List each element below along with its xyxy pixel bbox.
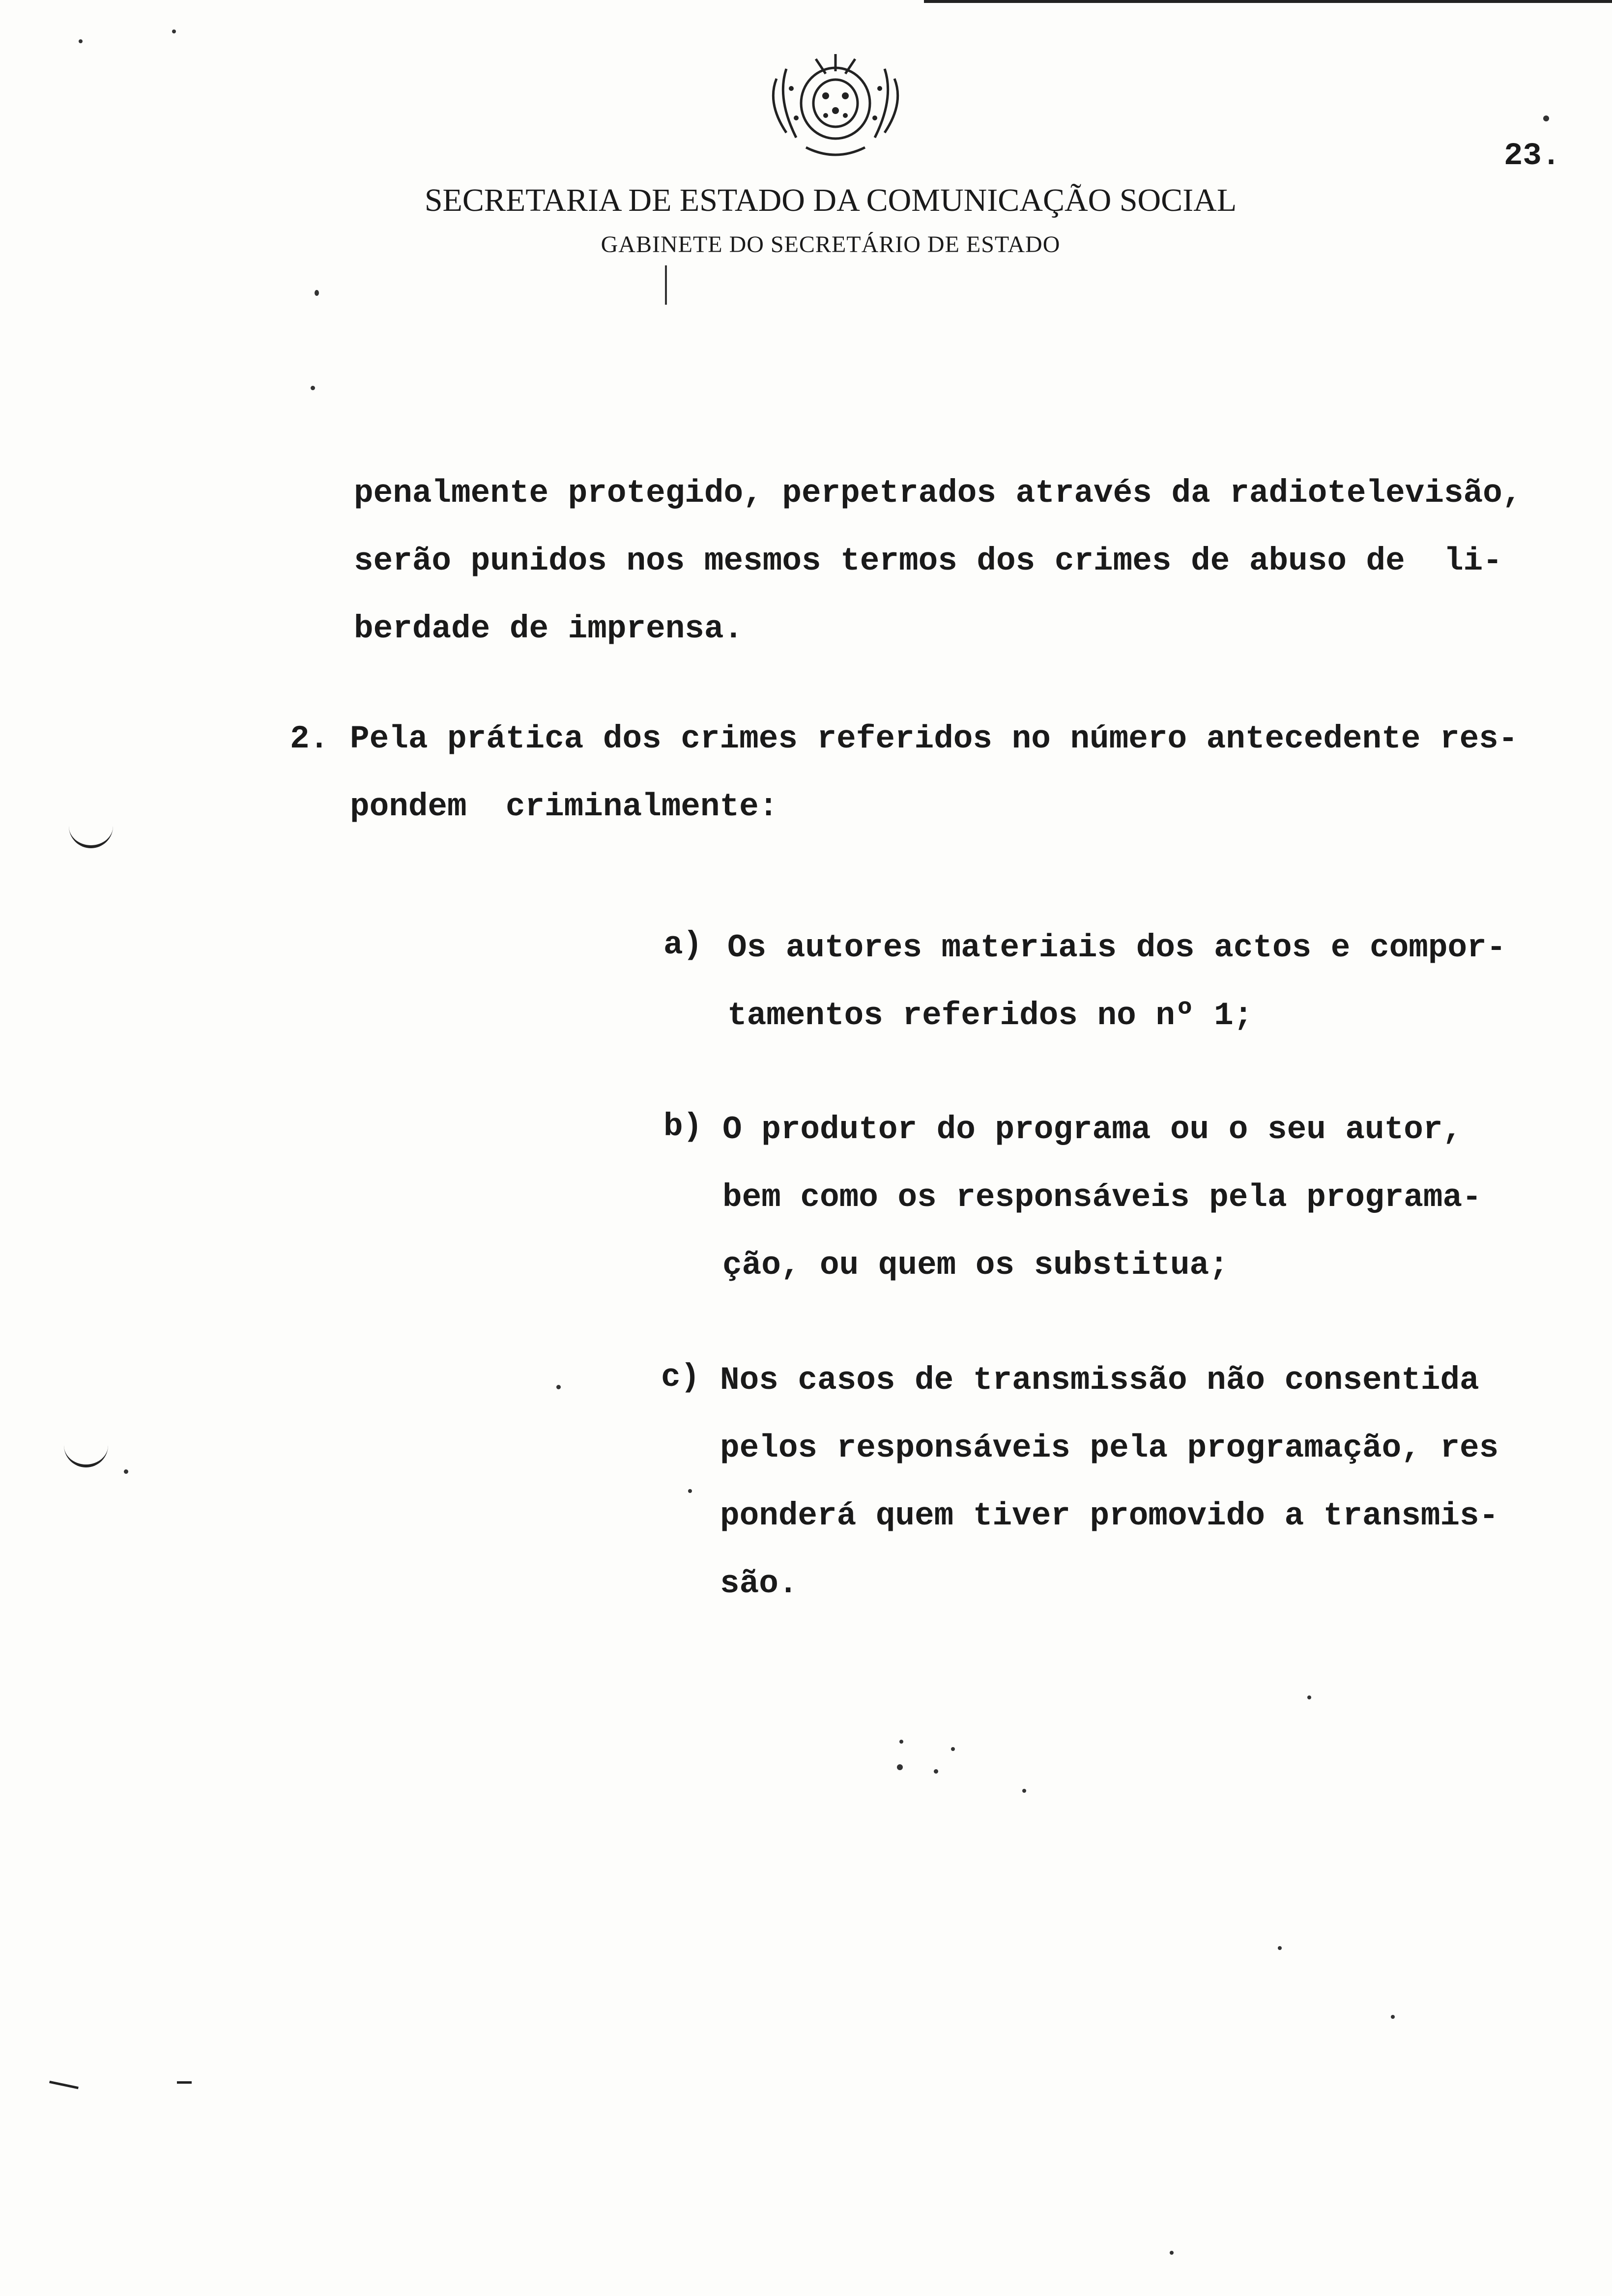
scan-artifact-speck [897,1764,903,1770]
header-subtitle: GABINETE DO SECRETÁRIO DE ESTADO [601,231,1061,258]
item-c-line: Nos casos de transmissão não consentida [720,1362,1479,1399]
paragraph-2-number: 2. [290,720,329,757]
item-a-line: Os autores materiais dos actos e compor- [727,929,1506,966]
item-a-text [727,914,1506,1050]
scan-artifact-speck [1170,2251,1174,2255]
item-a-line: tamentos referidos no nº 1; [727,997,1253,1034]
item-a-label: a) [663,926,703,963]
scan-artifact-speck [1022,1789,1026,1793]
scan-artifact-speck [1543,115,1549,121]
paragraph-2-line: pondem criminalmente: [350,788,778,825]
scan-artifact-arc [64,1445,108,1467]
page-number: 23. [1504,139,1561,174]
scan-artifact-dash [49,2081,79,2089]
coat-of-arms-emblem [757,49,914,162]
item-b-line: ção, ou quem os substitua; [722,1247,1229,1284]
paragraph-1 [354,459,1522,663]
scan-artifact-speck [899,1740,903,1744]
scan-artifact-dash [177,2081,192,2084]
item-c-line: ponderá quem tiver promovido a transmis- [720,1497,1499,1534]
item-c-line: são. [720,1565,798,1602]
item-c-label: c) [661,1359,700,1396]
scan-artifact-speck [1391,2015,1395,2019]
scan-artifact-speck [951,1747,955,1751]
scan-artifact-speck [688,1489,692,1493]
scan-artifact-speck [172,29,176,33]
scan-artifact-speck [311,386,315,390]
item-b-label: b) [663,1108,703,1145]
header-title: SECRETARIA DE ESTADO DA COMUNICAÇÃO SOCIAL [424,182,1237,218]
scan-artifact-speck [556,1385,561,1389]
scan-artifact-speck [315,290,319,296]
top-rule [924,0,1612,3]
scan-artifact-speck [1278,1946,1282,1950]
item-c-text [720,1347,1498,1618]
paragraph-1-line: serão punidos nos mesmos termos dos crimes de abuso de li- [354,543,1502,579]
item-b-line: bem como os responsáveis pela programa- [722,1179,1482,1216]
header-tick-mark [665,265,667,305]
paragraph-1-line: berdade de imprensa. [354,610,744,647]
item-b-line: O produtor do programa ou o seu autor, [722,1111,1463,1148]
scan-artifact-speck [1307,1695,1311,1699]
item-b-text [722,1096,1482,1299]
item-c-line: pelos responsáveis pela programação, res [720,1430,1499,1466]
scan-artifact-speck [934,1769,938,1774]
paragraph-2 [350,705,1518,841]
paragraph-1-line: penalmente protegido, perpetrados através da radiotelevisão, [354,475,1522,512]
paragraph-2-line: Pela prática dos crimes referidos no número antecedente res- [350,720,1518,757]
scan-artifact-speck [79,39,83,43]
scan-artifact-speck [124,1469,128,1474]
scan-artifact-arc [69,826,113,848]
